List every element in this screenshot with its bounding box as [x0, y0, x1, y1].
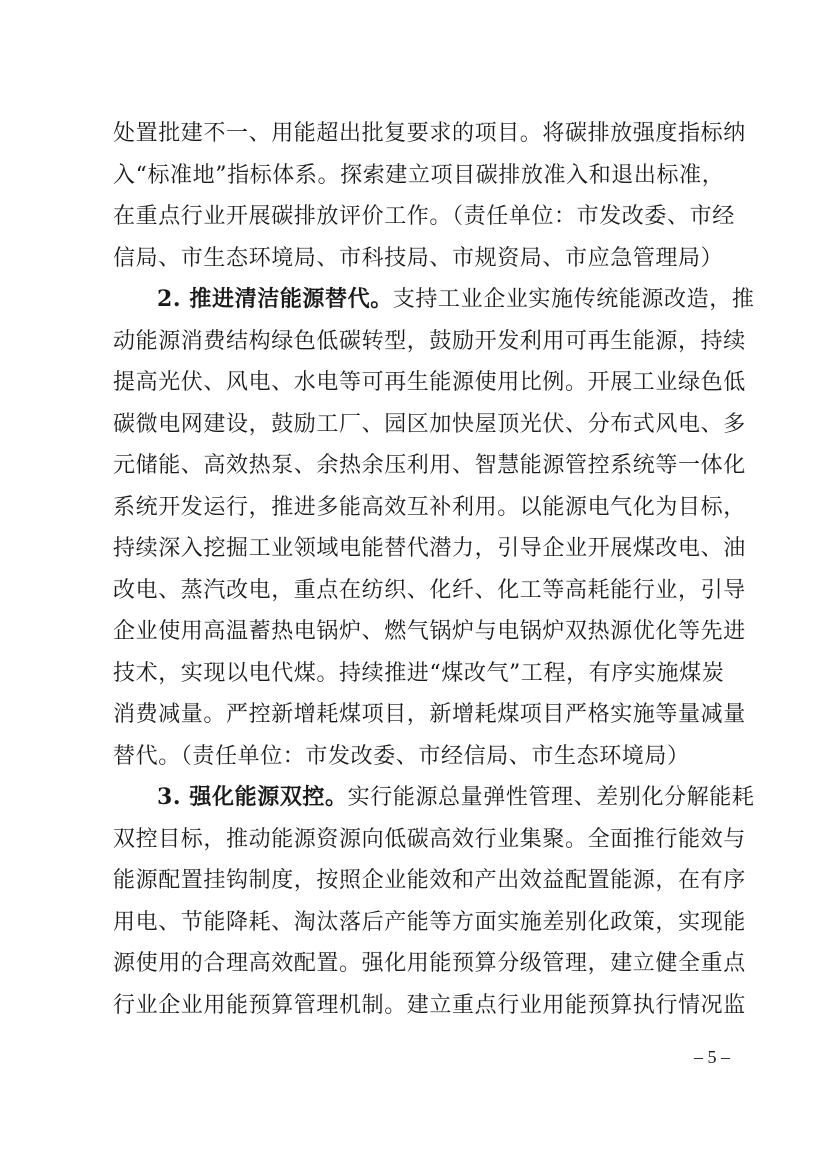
paragraph-3-line: 行业企业用能预算管理机制。建立重点行业用能预算执行情况监: [113, 992, 746, 1018]
paragraph-2-line: 改电、蒸汽改电，重点在纺织、化纤、化工等高耗能行业，引导: [113, 577, 746, 603]
paragraph-2-line: 碳微电网建设，鼓励工厂、园区加快屋顶光伏、分布式风电、多: [113, 411, 746, 437]
paragraph-2-line: 技术，实现以电代煤。持续推进“煤改气”工程，有序实施煤炭: [113, 660, 725, 686]
paragraph-2-line: 提高光伏、风电、水电等可再生能源使用比例。开展工业绿色低: [113, 370, 746, 395]
paragraph-2-line: 系统开发运行，推进多能高效互补利用。以能源电气化为目标，: [113, 494, 746, 520]
paragraph-2-first-line: [113, 279, 755, 321]
paragraph-1-line: 入“标准地”指标体系。探索建立项目碳排放准入和退出标准，: [113, 162, 725, 188]
paragraph-1-line: 处置批建不一、用能超出批复要求的项目。将碳排放强度指标纳: [113, 121, 746, 146]
paragraph-2-line: 元储能、高效热泵、余热余压利用、智慧能源管控系统等一体化: [113, 453, 746, 478]
paragraph-3-line: 源使用的合理高效配置。强化用能预算分级管理，建立健全重点: [113, 951, 746, 976]
paragraph-3-first-line: [113, 777, 755, 819]
paragraph-2-line: 持续深入挖掘工业领域电能替代潜力，引导企业开展煤改电、油: [113, 536, 746, 561]
paragraph-2-line: 企业使用高温蓄热电锅炉、燃气锅炉与电锅炉双热源优化等先进: [113, 619, 746, 644]
paragraph-3-heading: 3. 强化能源双控。: [157, 784, 348, 810]
page-number: – 5 –: [694, 1047, 730, 1067]
paragraph-1-line: 在重点行业开展碳排放评价工作。（责任单位：市发改委、市经: [113, 204, 735, 229]
paragraph-3-line: 用电、节能降耗、淘汰落后产能等方面实施差别化政策，实现能: [113, 909, 746, 935]
paragraph-3-first-line-text: 实行能源总量弹性管理、差别化分解能耗: [347, 785, 755, 810]
paragraph-1-line: 信局、市生态环境局、市科技局、市规资局、市应急管理局）: [113, 245, 724, 271]
body-text: [113, 113, 755, 1026]
paragraph-2-line: 消费减量。严控新增耗煤项目，新增耗煤项目严格实施等量减量: [113, 702, 746, 727]
paragraph-2-line: 动能源消费结构绿色低碳转型，鼓励开发利用可再生能源，持续: [113, 328, 746, 354]
paragraph-2-first-line-text: 支持工业企业实施传统能源改造，推: [392, 287, 755, 312]
paragraph-3-line: 双控目标，推动能源资源向低碳高效行业集聚。全面推行能效与: [113, 826, 746, 852]
paragraph-2-line: 替代。（责任单位：市发改委、市经信局、市生态环境局）: [113, 743, 690, 769]
paragraph-2-heading: 2. 推进清洁能源替代。: [157, 286, 393, 312]
paragraph-3-line: 能源配置挂钩制度，按照企业能效和产出效益配置能源，在有序: [113, 868, 746, 893]
